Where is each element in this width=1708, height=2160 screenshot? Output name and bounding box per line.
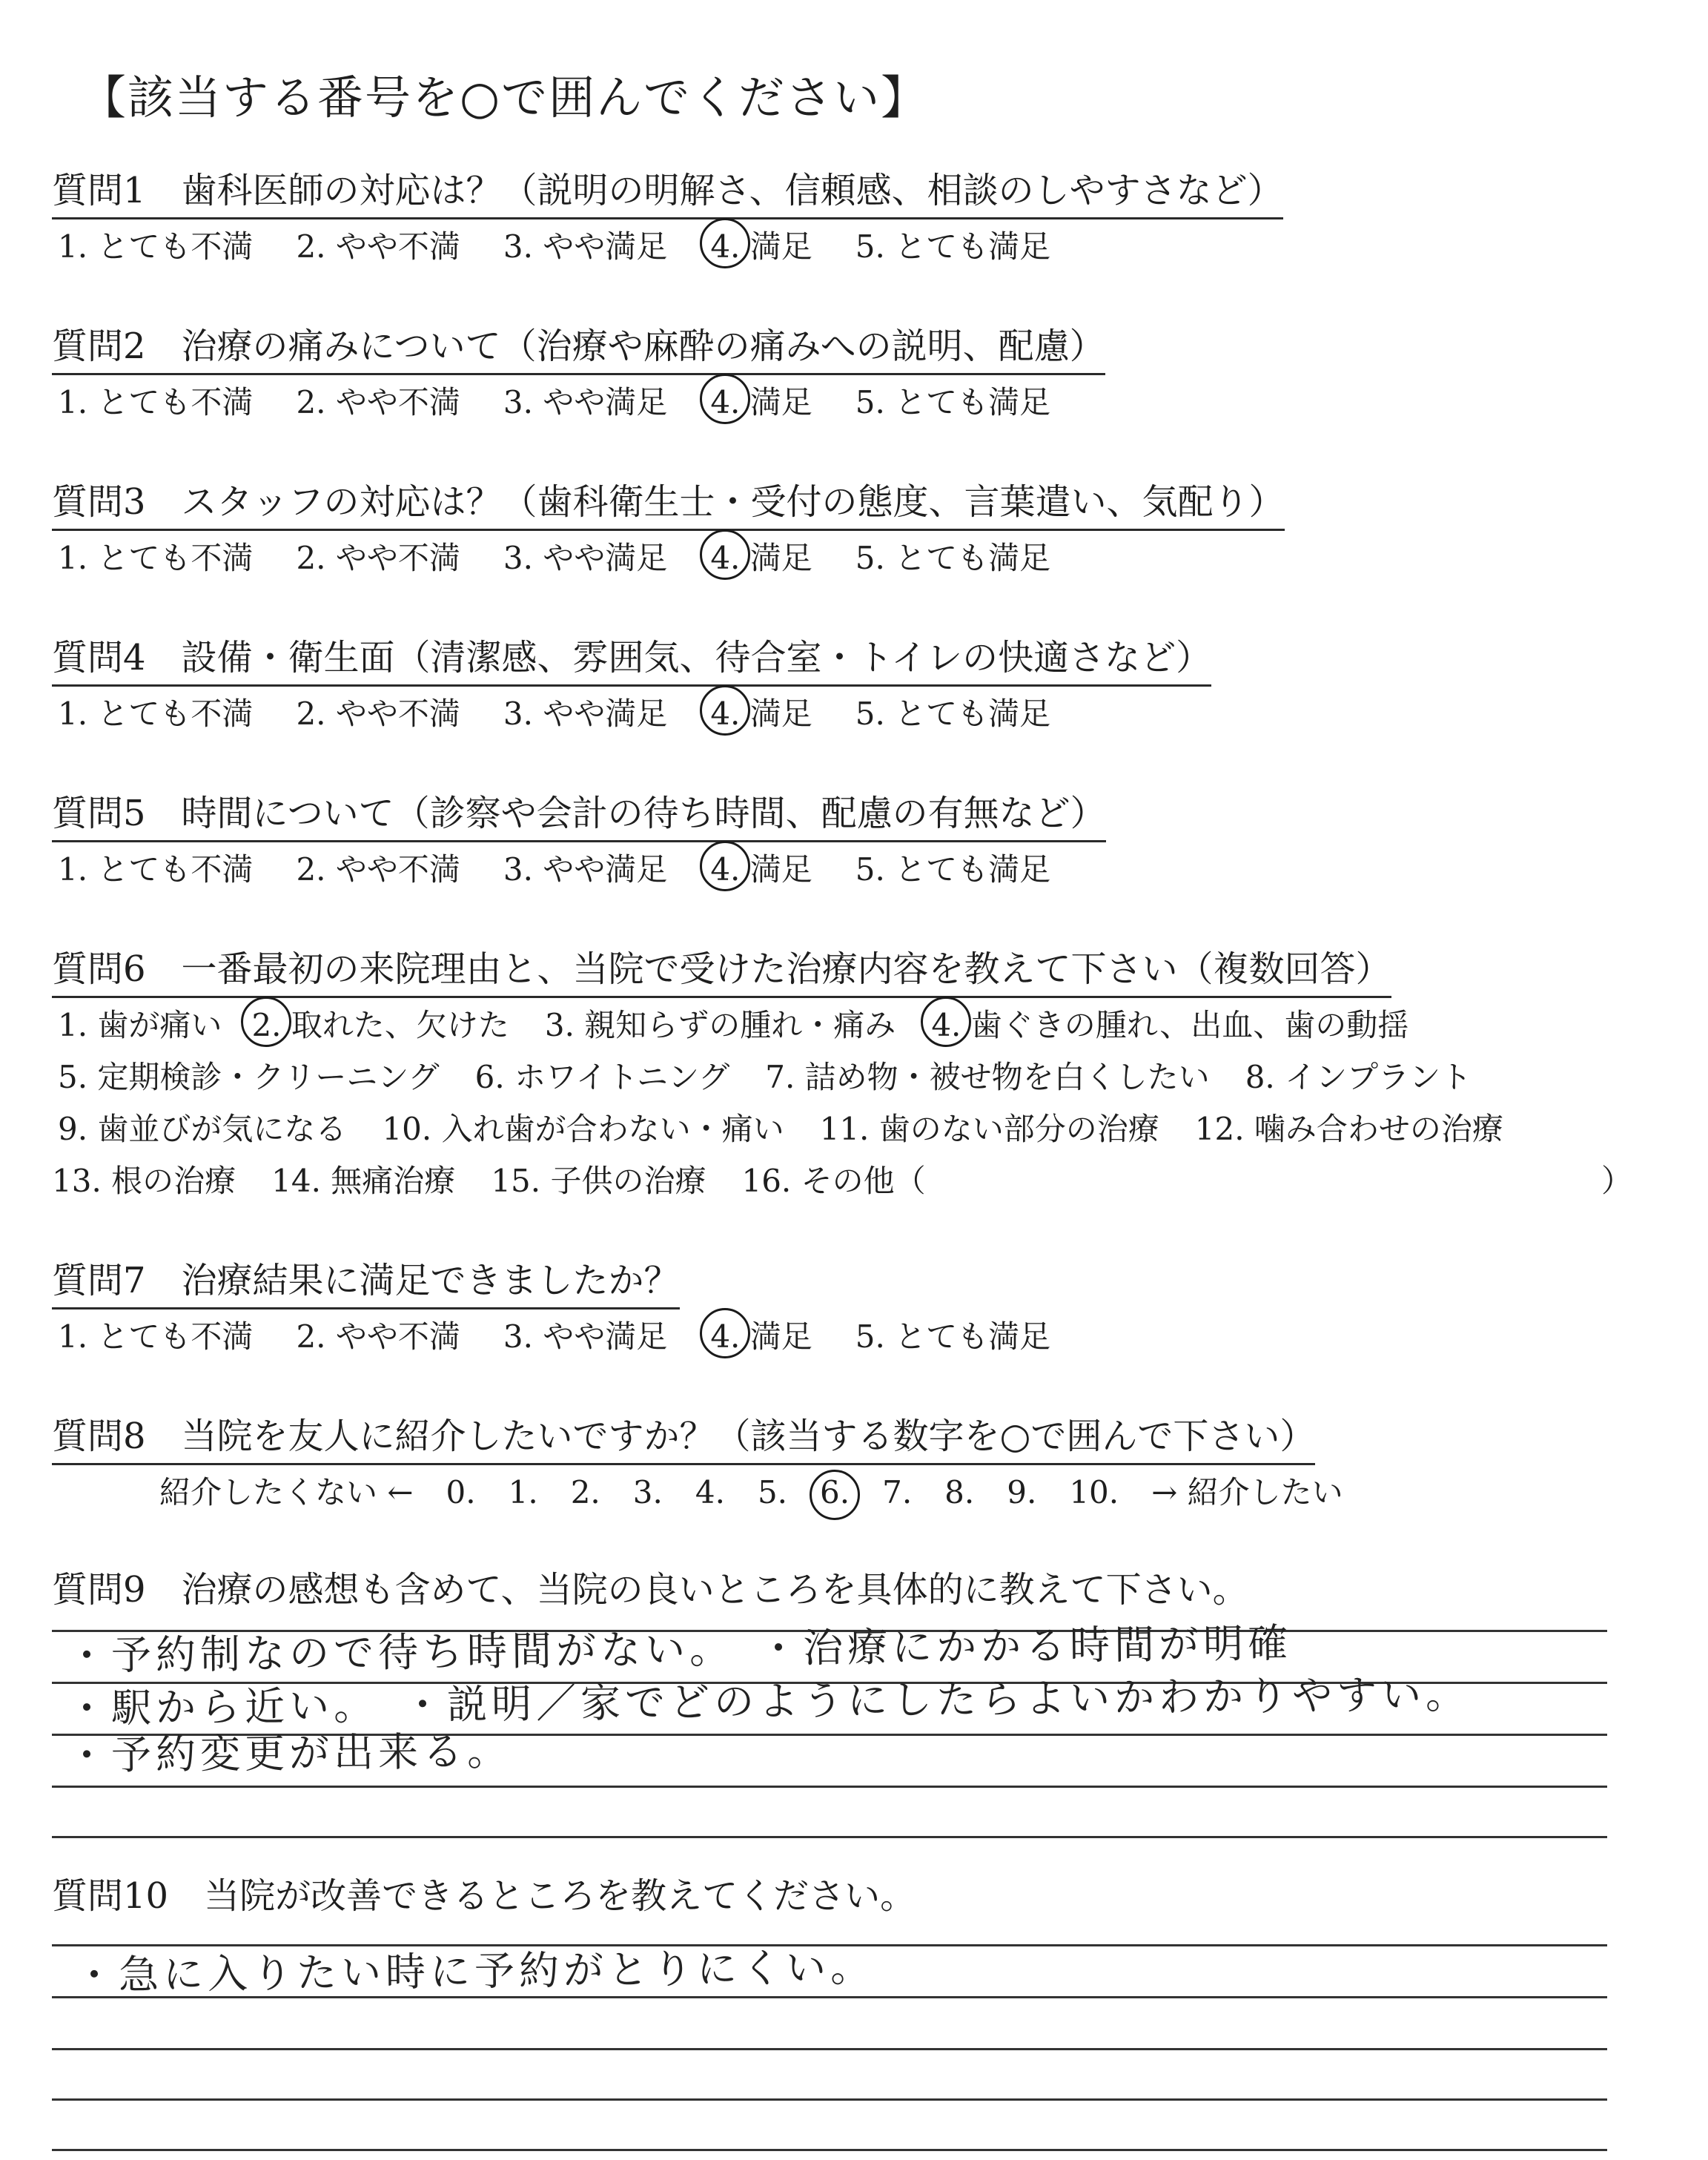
question-3-options bbox=[58, 534, 1093, 578]
option-5[interactable]: 5. とても満足 bbox=[855, 851, 1051, 888]
option-3[interactable]: 3. やや満足 bbox=[503, 851, 668, 888]
option-5[interactable]: 5. とても満足 bbox=[855, 384, 1051, 420]
scale-8[interactable]: 8. bbox=[944, 1474, 975, 1510]
answer-line bbox=[52, 2098, 1607, 2101]
q6-other-close-paren: ） bbox=[1601, 1163, 1633, 1199]
question-8-title: 質問8 当院を友人に紹介したいですか？（該当する数字を○で囲んで下さい） bbox=[52, 1407, 1315, 1465]
q6-option-6[interactable]: 6. ホワイトニング bbox=[474, 1059, 730, 1095]
scale-1[interactable]: 1. bbox=[508, 1474, 538, 1510]
option-5[interactable]: 5. とても満足 bbox=[855, 228, 1051, 265]
q6-option-10[interactable]: 10. 入れ歯が合わない・痛い bbox=[382, 1111, 784, 1147]
question-2-title: 質問2 治療の痛みについて（治療や麻酔の痛みへの説明、配慮） bbox=[52, 317, 1105, 375]
question-1-title: 質問1 歯科医師の対応は？（説明の明解さ、信頼感、相談のしやすさなど） bbox=[52, 162, 1283, 219]
option-4-selected[interactable]: 4. 満足 bbox=[710, 1312, 812, 1357]
option-1[interactable]: 1. とても不満 bbox=[58, 540, 254, 576]
question-6-row-4 bbox=[52, 1157, 1633, 1201]
option-1[interactable]: 1. とても不満 bbox=[58, 1318, 254, 1355]
q6-option-5[interactable]: 5. 定期検診・クリーニング bbox=[58, 1059, 440, 1095]
option-5[interactable]: 5. とても満足 bbox=[855, 696, 1051, 732]
scale-left-label: 紹介したくない ← bbox=[159, 1474, 414, 1510]
question-10-title: 質問10 当院が改善できるところを教えてください。 bbox=[52, 1875, 916, 1917]
question-7-options bbox=[58, 1312, 1093, 1357]
scale-5[interactable]: 5. bbox=[757, 1474, 788, 1510]
question-6-row-2 bbox=[58, 1053, 1472, 1097]
q9-handwriting-line-2: ・駅から近い。 ・説明／家でどのようにしたらよいかわかりやすい。 bbox=[66, 1671, 1471, 1732]
q6-option-4-selected[interactable]: 4. 歯ぐきの腫れ、出血、歯の動揺 bbox=[931, 1001, 1409, 1046]
scale-3[interactable]: 3. bbox=[632, 1474, 663, 1510]
option-5[interactable]: 5. とても満足 bbox=[855, 1318, 1051, 1355]
option-4-selected[interactable]: 4. 満足 bbox=[710, 845, 812, 890]
option-2[interactable]: 2. やや不満 bbox=[296, 696, 460, 732]
option-4-selected[interactable]: 4. 満足 bbox=[710, 378, 812, 423]
option-3[interactable]: 3. やや満足 bbox=[503, 228, 668, 265]
scale-6-selected[interactable]: 6. bbox=[820, 1474, 850, 1510]
question-9-title: 質問9 治療の感想も含めて、当院の良いところを具体的に教えて下さい。 bbox=[52, 1569, 1248, 1611]
q6-option-11[interactable]: 11. 歯のない部分の治療 bbox=[819, 1111, 1159, 1147]
q10-handwriting-line-1: ・急に入りたい時に予約がとりにくい。 bbox=[73, 1943, 875, 1999]
question-7-title: 質問7 治療結果に満足できましたか？ bbox=[52, 1252, 680, 1309]
question-4-title: 質問4 設備・衛生面（清潔感、雰囲気、待合室・トイレの快適さなど） bbox=[52, 629, 1211, 687]
option-2[interactable]: 2. やや不満 bbox=[296, 851, 460, 888]
q6-option-2-selected[interactable]: 2. 取れた、欠けた bbox=[251, 1001, 509, 1046]
option-2[interactable]: 2. やや不満 bbox=[296, 228, 460, 265]
question-1-options bbox=[58, 222, 1093, 267]
q6-option-3[interactable]: 3. 親知らずの腫れ・痛み bbox=[544, 1007, 896, 1043]
answer-line bbox=[52, 2149, 1607, 2151]
option-3[interactable]: 3. やや満足 bbox=[503, 696, 668, 732]
scale-7[interactable]: 7. bbox=[882, 1474, 913, 1510]
q6-option-15[interactable]: 15. 子供の治療 bbox=[491, 1163, 706, 1199]
q6-option-9[interactable]: 9. 歯並びが気になる bbox=[58, 1111, 347, 1147]
option-5[interactable]: 5. とても満足 bbox=[855, 540, 1051, 576]
q6-option-13[interactable]: 13. 根の治療 bbox=[52, 1163, 236, 1199]
q9-handwriting-line-3: ・予約変更が出来る。 bbox=[66, 1727, 512, 1780]
page-header: 【該当する番号を○で囲んでください】 bbox=[80, 70, 929, 125]
question-2-options bbox=[58, 378, 1093, 423]
option-4-selected[interactable]: 4. 満足 bbox=[710, 690, 812, 734]
option-4-selected[interactable]: 4. 満足 bbox=[710, 534, 812, 578]
q9-handwriting-line-1: ・予約制なので待ち時間がない。 ・治療にかかる時間が明確 bbox=[66, 1619, 1293, 1680]
question-5-title: 質問5 時間について（診察や会計の待ち時間、配慮の有無など） bbox=[52, 785, 1106, 842]
option-2[interactable]: 2. やや不満 bbox=[296, 384, 460, 420]
option-3[interactable]: 3. やや満足 bbox=[503, 540, 668, 576]
option-1[interactable]: 1. とても不満 bbox=[58, 851, 254, 888]
option-3[interactable]: 3. やや満足 bbox=[503, 384, 668, 420]
question-4-options bbox=[58, 690, 1093, 734]
q6-option-12[interactable]: 12. 噛み合わせの治療 bbox=[1194, 1111, 1503, 1147]
question-6-title: 質問6 一番最初の来院理由と、当院で受けた治療内容を教えて下さい（複数回答） bbox=[52, 940, 1391, 998]
scale-2[interactable]: 2. bbox=[570, 1474, 600, 1510]
option-1[interactable]: 1. とても不満 bbox=[58, 228, 254, 265]
question-5-options bbox=[58, 845, 1093, 890]
scale-9[interactable]: 9. bbox=[1007, 1474, 1037, 1510]
q6-option-1[interactable]: 1. 歯が痛い bbox=[58, 1007, 222, 1043]
option-2[interactable]: 2. やや不満 bbox=[296, 1318, 460, 1355]
answer-line bbox=[52, 1836, 1607, 1838]
q6-option-16[interactable]: 16. その他（ bbox=[741, 1163, 926, 1199]
scale-0[interactable]: 0. bbox=[446, 1474, 476, 1510]
question-3-title: 質問3 スタッフの対応は？（歯科衛生士・受付の態度、言葉遣い、気配り） bbox=[52, 473, 1285, 531]
question-6-row-3 bbox=[58, 1105, 1503, 1149]
scale-right-label: → 紹介したい bbox=[1151, 1474, 1343, 1510]
option-1[interactable]: 1. とても不満 bbox=[58, 696, 254, 732]
scale-4[interactable]: 4. bbox=[695, 1474, 725, 1510]
question-6-row-1 bbox=[58, 1001, 1409, 1046]
option-2[interactable]: 2. やや不満 bbox=[296, 540, 460, 576]
q6-option-14[interactable]: 14. 無痛治療 bbox=[271, 1163, 456, 1199]
answer-line bbox=[52, 1786, 1607, 1788]
q6-option-7[interactable]: 7. 詰め物・被せ物を白くしたい bbox=[765, 1059, 1210, 1095]
question-8-scale bbox=[159, 1468, 1376, 1513]
scale-10[interactable]: 10. bbox=[1069, 1474, 1119, 1510]
option-4-selected[interactable]: 4. 満足 bbox=[710, 222, 812, 267]
option-1[interactable]: 1. とても不満 bbox=[58, 384, 254, 420]
answer-line bbox=[52, 2048, 1607, 2050]
option-3[interactable]: 3. やや満足 bbox=[503, 1318, 668, 1355]
q6-option-8[interactable]: 8. インプラント bbox=[1245, 1059, 1472, 1095]
